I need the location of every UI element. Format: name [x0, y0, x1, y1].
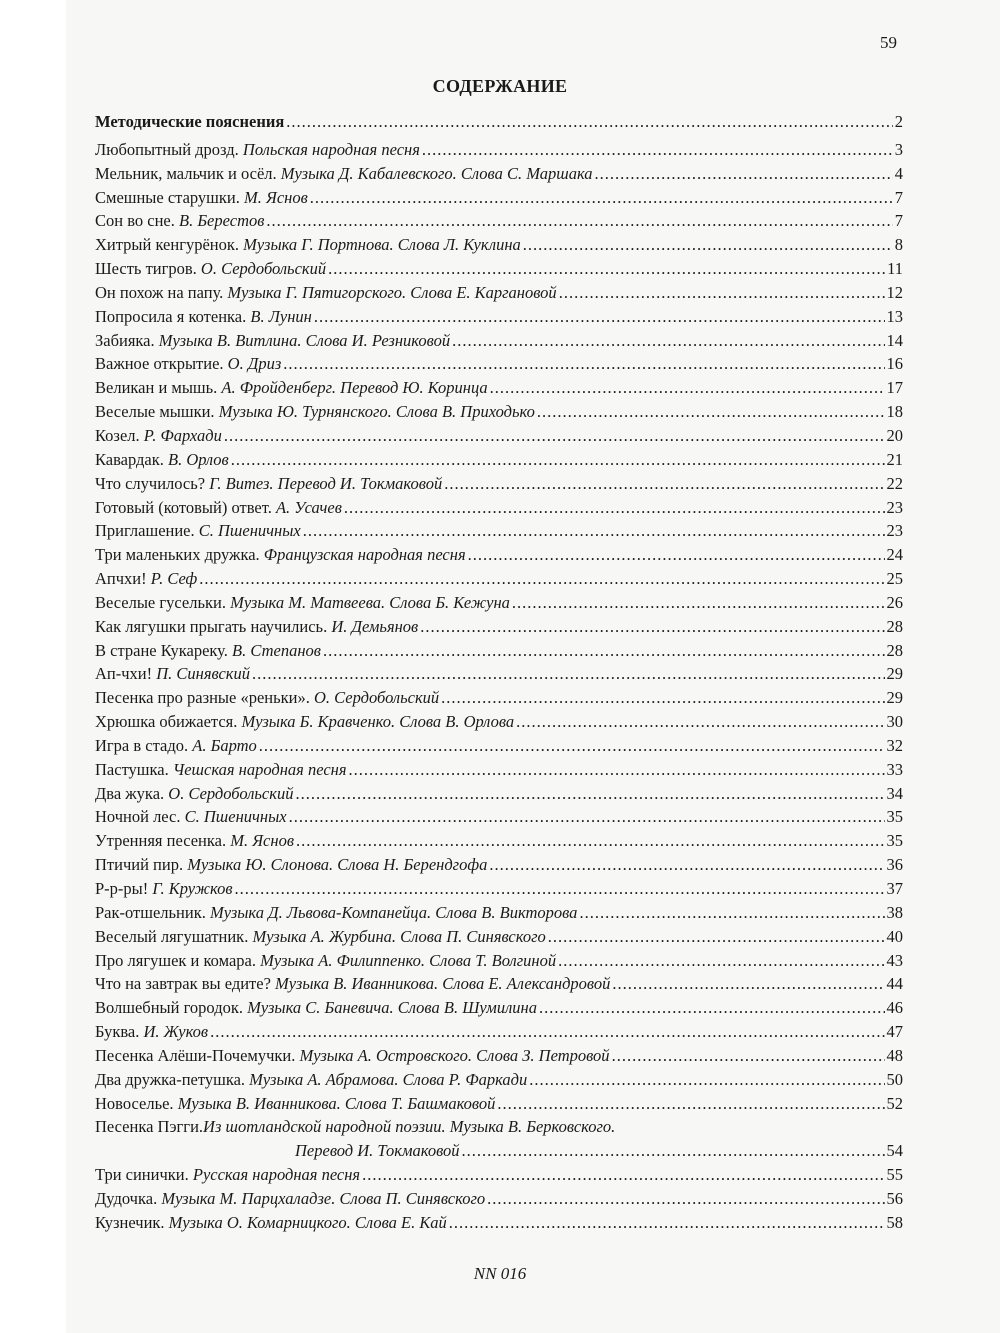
toc-entry: [95, 1070, 903, 1094]
toc-entry-author: Музыка Г. Пятигорского. Слова Е. Каргановой: [227, 282, 557, 302]
toc-entry-author: Музыка А. Журбина. Слова П. Синявского: [252, 926, 546, 946]
toc-entry: [95, 855, 903, 879]
toc-entry-title: Хитрый кенгурёнок.: [95, 235, 240, 255]
toc-entry-page: 37: [886, 879, 903, 898]
toc-entry-title: Кавардак.: [95, 449, 164, 469]
toc-entry-author: Музыка А. Филиппенко. Слова Т. Волгиной: [260, 950, 557, 970]
toc-entry-title: Хрюшка обижается.: [95, 712, 238, 732]
dot-leader: [441, 688, 884, 708]
toc-entry-title: Забияка.: [95, 330, 155, 350]
toc-entry-author: И. Демьянов: [331, 616, 419, 636]
dot-leader: [295, 784, 884, 804]
toc-entry-page: 18: [886, 402, 903, 422]
dot-leader: [559, 283, 885, 303]
toc-entry: [95, 688, 903, 712]
toc-entry-page: 26: [886, 592, 903, 612]
toc-entry-author: Г. Кружков: [152, 879, 233, 898]
toc-entry: [95, 1022, 903, 1046]
dot-leader: [283, 354, 884, 374]
dot-leader: [452, 331, 884, 351]
toc-entry-title: Песенка Пэгги.: [95, 1117, 204, 1137]
toc-entry-author: Музыка О. Комарницкого. Слова Е. Кай: [168, 1212, 447, 1232]
toc-entry-title: Буква.: [95, 1022, 140, 1042]
toc-entry: [95, 1189, 903, 1213]
toc-entry-page: 50: [886, 1069, 903, 1089]
toc-entry-author: Музыка Г. Портнова. Слова Л. Куклина: [243, 235, 521, 255]
dot-leader: [523, 235, 893, 255]
toc-entry: [95, 545, 903, 569]
dot-leader: [252, 664, 884, 684]
dot-leader: [558, 951, 884, 971]
dot-leader: [489, 855, 884, 875]
toc-entry-page: 44: [886, 974, 903, 994]
dot-leader: [444, 474, 884, 494]
toc-entry: [95, 1141, 903, 1165]
dot-leader: [310, 188, 893, 208]
toc-entry-page: 35: [886, 831, 903, 851]
toc-entry-title: Волшебный городок.: [95, 998, 243, 1018]
toc-entry-title: Три синички.: [95, 1165, 189, 1185]
dot-leader: [462, 1141, 885, 1161]
toc-entry: [95, 998, 903, 1022]
toc-entry-title: Дудочка.: [95, 1188, 158, 1208]
toc-entry-title: Смешные старушки.: [95, 187, 240, 207]
toc-entry-author: Г. Витез. Перевод И. Токмаковой: [209, 473, 443, 493]
dot-leader: [529, 1070, 884, 1090]
dot-leader: [468, 545, 885, 565]
toc-entry-page: 30: [886, 712, 903, 732]
toc-entry-page: 7: [894, 187, 903, 207]
toc-entry-author: В. Орлов: [168, 449, 229, 469]
toc-entry-page: 38: [886, 902, 903, 922]
toc-entry-page: 23: [886, 521, 903, 541]
toc-entry-author: А. Усачев: [275, 497, 342, 517]
toc-entry-title: Веселый лягушатник.: [95, 926, 249, 946]
dot-leader: [323, 641, 885, 661]
toc-entry-author: Русская народная песня: [192, 1165, 361, 1185]
toc-entry: [95, 307, 903, 331]
toc-entry-title: Готовый (котовый) ответ.: [95, 497, 272, 517]
footer-code: NN 016: [473, 1264, 527, 1283]
dot-leader: [497, 1094, 884, 1114]
toc-entry-author: С. Пшеничных: [198, 521, 301, 541]
toc-entry: [95, 1046, 903, 1070]
toc-entry-page: 20: [886, 425, 903, 445]
toc-entry: [95, 760, 903, 784]
toc-entry: [95, 498, 903, 522]
toc-entry-page: 16: [886, 354, 903, 374]
toc-entry-author: С. Пшеничных: [184, 807, 287, 827]
dot-leader: [231, 450, 885, 470]
toc-entry-page: 40: [886, 926, 903, 946]
toc-entry: [95, 807, 903, 831]
toc-entry: [95, 879, 903, 903]
toc-entry-author: М. Яснов: [243, 187, 308, 207]
toc-entry: [95, 784, 903, 808]
toc-entry: [95, 593, 903, 617]
table-of-contents: [95, 112, 903, 1237]
toc-entry-page: 55: [886, 1165, 903, 1185]
toc-entry-page: 21: [886, 449, 903, 469]
toc-entry-page: 25: [886, 569, 903, 589]
toc-entry-author: В. Лунин: [250, 306, 312, 326]
toc-entry-title: Как лягушки прыгать научились.: [95, 616, 328, 636]
toc-entry-page: 48: [886, 1045, 903, 1065]
toc-entry-page: 29: [886, 664, 903, 684]
toc-entry-title: Песенка про разные «реньки».: [95, 688, 310, 708]
toc-entry-author: Музыка Б. Кравченко. Слова В. Орлова: [241, 712, 515, 732]
toc-entry: [95, 951, 903, 975]
dot-leader: [296, 831, 885, 851]
page-number: 59: [880, 33, 897, 52]
toc-entry: [95, 974, 903, 998]
toc-entry-author: О. Сердобольский: [168, 783, 294, 803]
dot-leader: [516, 712, 884, 732]
toc-entry-author: Польская народная песня: [242, 139, 420, 159]
toc-entry-title: Два дружка-петушка.: [95, 1069, 246, 1089]
dot-leader: [303, 521, 885, 541]
toc-entry: [95, 188, 903, 212]
toc-entry-title: Шесть тигров.: [95, 259, 197, 279]
dot-leader: [548, 927, 885, 947]
toc-entry: [95, 426, 903, 450]
toc-entry: [95, 378, 903, 402]
toc-entry-title: Новоселье.: [95, 1093, 174, 1113]
toc-entry-title: Птичий пир.: [95, 855, 184, 875]
toc-entry: [95, 112, 903, 136]
toc-entry: [95, 903, 903, 927]
toc-entry-title: Важное открытие.: [95, 354, 224, 374]
toc-entry-page: 13: [886, 306, 903, 326]
dot-leader: [314, 307, 885, 327]
toc-entry-page: 43: [886, 950, 903, 970]
toc-entry-page: 36: [886, 855, 903, 875]
dot-leader: [349, 760, 885, 780]
toc-entry-title: Ночной лес.: [95, 807, 181, 827]
toc-entry: [95, 617, 903, 641]
toc-entry-author-continued: Перевод И. Токмаковой: [295, 1141, 460, 1161]
toc-entry-author: В. Берестов: [179, 211, 265, 231]
toc-entry: [95, 259, 903, 283]
toc-entry-title: Козел.: [95, 425, 140, 445]
toc-entry: [95, 1094, 903, 1118]
toc-entry: [95, 140, 903, 164]
toc-entry-author: П. Синявский: [156, 664, 251, 684]
toc-entry-author: Чешская народная песня: [172, 759, 347, 779]
toc-entry: [95, 283, 903, 307]
dot-leader: [449, 1213, 885, 1233]
dot-leader: [579, 903, 884, 923]
toc-entry-author: Музыка А. Абрамова. Слова Р. Фаркади: [249, 1069, 528, 1089]
toc-entry: [95, 1165, 903, 1189]
toc-entry-page: 34: [886, 783, 903, 803]
toc-entry-page: 54: [886, 1141, 903, 1161]
dot-leader: [539, 998, 885, 1018]
toc-entry-page: 8: [894, 235, 903, 255]
toc-entry: [95, 1117, 903, 1141]
toc-entry-page: 32: [886, 735, 903, 755]
toc-entry: [95, 354, 903, 378]
toc-entry-author: Музыка Д. Львова-Компанейца. Слова В. Викторова: [209, 902, 578, 922]
toc-entry-title: Пастушка.: [95, 759, 169, 779]
dot-leader: [259, 736, 885, 756]
toc-entry-title: Ап-чхи!: [95, 664, 153, 684]
toc-entry-author: Музыка В. Иванникова. Слова Е. Александровой: [275, 974, 611, 994]
toc-entry-title: Сон во сне.: [95, 211, 175, 231]
dot-leader: [289, 807, 885, 827]
dot-leader: [286, 112, 892, 132]
toc-entry-page: 22: [886, 473, 903, 493]
toc-entry-author: А. Фройденберг. Перевод Ю. Коринца: [221, 378, 488, 398]
toc-entry-page: 29: [886, 688, 903, 708]
toc-entry-author: Музыка Ю. Турнянского. Слова В. Приходько: [218, 402, 535, 422]
toc-entry-page: 28: [886, 616, 903, 636]
toc-entry-page: 14: [886, 330, 903, 350]
toc-entry-author: О. Сердобольский: [200, 259, 327, 279]
toc-entry-page: 56: [886, 1188, 903, 1208]
dot-leader: [595, 164, 893, 184]
toc-entry-author: Из шотландской народной поэзии. Музыка В. Берковского.: [203, 1117, 616, 1137]
toc-entry-title: Великан и мышь.: [95, 378, 218, 398]
dot-leader: [328, 259, 885, 279]
toc-entry: [95, 331, 903, 355]
dot-leader: [612, 974, 884, 994]
toc-entry: [95, 927, 903, 951]
toc-entry-page: 24: [886, 545, 903, 565]
toc-entry: [95, 474, 903, 498]
toc-entry-title: Веселые гусельки.: [95, 592, 226, 612]
toc-entry: [95, 402, 903, 426]
toc-entry-author: Р. Фархади: [143, 425, 222, 445]
toc-entry-author: Музыка Д. Кабалевского. Слова С. Маршака: [280, 163, 593, 183]
toc-entry: [95, 831, 903, 855]
dot-leader: [362, 1165, 884, 1185]
toc-entry-author: О. Сердобольский: [313, 688, 440, 708]
toc-entry: [95, 712, 903, 736]
toc-entry-title: Р-р-ры!: [95, 879, 149, 898]
toc-entry-title: Он похож на папу.: [95, 282, 224, 302]
toc-entry-author: И. Жуков: [143, 1022, 209, 1042]
toc-entry-author: Музыка В. Витлина. Слова И. Резниковой: [158, 330, 451, 350]
toc-entry-author: Музыка М. Матвеева. Слова Б. Кежуна: [230, 592, 510, 612]
toc-entry: [95, 211, 903, 235]
toc-entry-title: Что случилось?: [95, 473, 206, 493]
toc-entry-title: Попросила я котенка.: [95, 306, 247, 326]
toc-entry-page: 3: [894, 139, 903, 159]
toc-entry-author: Музыка В. Иванникова. Слова Т. Башмаковой: [177, 1093, 496, 1113]
dot-leader: [199, 569, 884, 589]
toc-entry-page: 46: [886, 998, 903, 1018]
dot-leader: [512, 593, 885, 613]
toc-entry-author: Музыка А. Островского. Слова З. Петровой: [299, 1045, 610, 1065]
toc-entry-page: 47: [886, 1022, 903, 1042]
toc-entry-title: В стране Кукареку.: [95, 640, 228, 660]
toc-entry-title: Что на завтрак вы едите?: [95, 974, 271, 994]
dot-leader: [266, 211, 892, 231]
toc-entry-title: Утренняя песенка.: [95, 831, 227, 851]
toc-entry: [95, 1213, 903, 1237]
toc-entry-title: Веселые мышки.: [95, 402, 215, 422]
toc-entry: [95, 569, 903, 593]
toc-entry-page: 35: [886, 807, 903, 827]
toc-entry-title: Апчхи!: [95, 569, 147, 589]
toc-entry-title: Методические пояснения: [95, 112, 285, 131]
toc-entry-page: 33: [886, 759, 903, 779]
toc-entry-page: 12: [886, 282, 903, 302]
toc-entry-title: Мельник, мальчик и осёл.: [95, 163, 277, 183]
dot-leader: [420, 617, 884, 637]
toc-entry: [95, 450, 903, 474]
dot-leader: [490, 378, 885, 398]
toc-entry-page: 11: [887, 259, 903, 279]
toc-entry: [95, 664, 903, 688]
toc-entry-title: Игра в стадо.: [95, 735, 189, 755]
dot-leader: [422, 140, 893, 160]
toc-entry: [95, 235, 903, 259]
toc-entry-page: 58: [886, 1212, 903, 1232]
toc-entry: [95, 641, 903, 665]
toc-entry-title: Три маленьких дружка.: [95, 545, 260, 565]
toc-entry-author: Французская народная песня: [263, 545, 466, 565]
dot-leader: [224, 426, 885, 446]
toc-entry-title: Приглашение.: [95, 521, 195, 541]
dot-leader: [210, 1022, 884, 1042]
dot-leader: [487, 1189, 884, 1209]
toc-entry-page: 52: [886, 1093, 903, 1113]
toc-entry-page: 28: [886, 640, 903, 660]
toc-entry-page: 2: [894, 112, 903, 131]
toc-entry-author: О. Дриз: [227, 354, 282, 374]
toc-entry-author: М. Яснов: [230, 831, 294, 851]
toc-entry-title: Про лягушек и комара.: [95, 950, 256, 970]
page-title: СОДЕРЖАНИЕ: [432, 76, 568, 96]
toc-entry-author: Музыка Ю. Слонова. Слова Н. Берендгофа: [187, 855, 488, 875]
dot-leader: [344, 498, 885, 518]
toc-entry: [95, 164, 903, 188]
toc-entry: [95, 521, 903, 545]
toc-entry-title: Рак-отшельник.: [95, 902, 206, 922]
toc-entry-title: Любопытный дрозд.: [95, 139, 239, 159]
dot-leader: [612, 1046, 885, 1066]
toc-entry-title: Два жука.: [95, 783, 165, 803]
toc-entry-page: 4: [894, 163, 903, 183]
toc-entry-author: В. Степанов: [232, 640, 321, 660]
toc-entry-page: 7: [894, 211, 903, 231]
dot-leader: [537, 402, 885, 422]
toc-entry-title: Песенка Алёши-Почемучки.: [95, 1045, 296, 1065]
dot-leader: [235, 879, 885, 899]
toc-entry-page: 17: [886, 378, 903, 398]
toc-entry-page: 23: [886, 497, 903, 517]
toc-entry-author: Р. Сеф: [150, 569, 198, 589]
toc-entry-title: Кузнечик.: [95, 1212, 165, 1232]
toc-entry-author: Музыка М. Парцхаладзе. Слова П. Синявского: [161, 1188, 486, 1208]
toc-entry-author: А. Барто: [192, 735, 257, 755]
toc-entry-author: Музыка С. Баневича. Слова В. Шумилина: [247, 998, 537, 1018]
toc-entry: [95, 736, 903, 760]
